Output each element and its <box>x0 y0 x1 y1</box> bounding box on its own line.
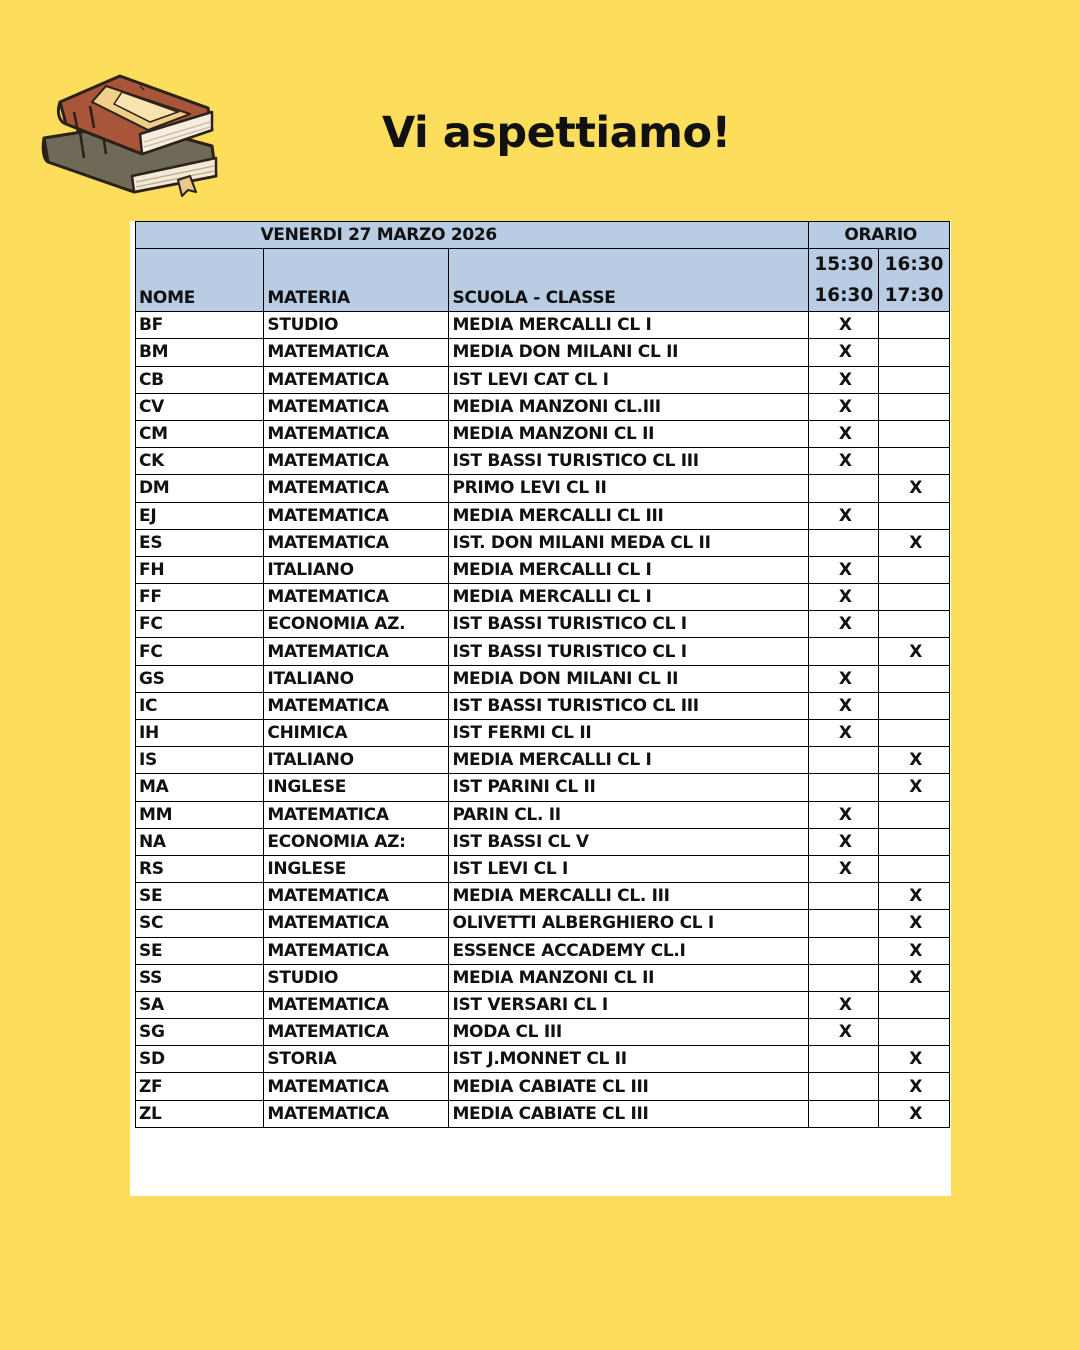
table-row <box>136 937 950 964</box>
cell-slot-2 <box>879 502 950 529</box>
table-row <box>136 883 950 910</box>
cell-scuola: IST LEVI CL I <box>449 855 809 882</box>
cell-materia: MATEMATICA <box>264 475 449 502</box>
cell-scuola: MEDIA MERCALLI CL I <box>449 556 809 583</box>
table-row <box>136 312 950 339</box>
cell-slot-2 <box>879 366 950 393</box>
cell-materia: MATEMATICA <box>264 584 449 611</box>
table-row <box>136 475 950 502</box>
cell-nome: FC <box>136 638 264 665</box>
table-row <box>136 964 950 991</box>
cell-nome: DM <box>136 475 264 502</box>
cell-scuola: IST BASSI CL V <box>449 828 809 855</box>
cell-scuola: PARIN CL. II <box>449 801 809 828</box>
cell-slot-2: X <box>879 964 950 991</box>
cell-nome: GS <box>136 665 264 692</box>
table-row <box>136 420 950 447</box>
table-row <box>136 393 950 420</box>
cell-nome: EJ <box>136 502 264 529</box>
cell-nome: MA <box>136 774 264 801</box>
cell-slot-1 <box>809 638 879 665</box>
header-scuola: SCUOLA - CLASSE <box>449 249 809 312</box>
cell-materia: ITALIANO <box>264 747 449 774</box>
cell-slot-2 <box>879 420 950 447</box>
cell-slot-1: X <box>809 665 879 692</box>
cell-slot-1: X <box>809 828 879 855</box>
cell-materia: MATEMATICA <box>264 1100 449 1127</box>
schedule-table <box>135 221 950 1128</box>
table-row <box>136 828 950 855</box>
cell-nome: CV <box>136 393 264 420</box>
cell-nome: ZL <box>136 1100 264 1127</box>
slot-2-end: 17:30 <box>884 285 944 307</box>
cell-slot-2 <box>879 448 950 475</box>
table-row <box>136 692 950 719</box>
cell-slot-2 <box>879 665 950 692</box>
cell-materia: INGLESE <box>264 774 449 801</box>
table-row <box>136 665 950 692</box>
cell-slot-2: X <box>879 747 950 774</box>
cell-slot-1 <box>809 937 879 964</box>
table-row <box>136 584 950 611</box>
cell-slot-1: X <box>809 692 879 719</box>
cell-nome: SC <box>136 910 264 937</box>
cell-materia: MATEMATICA <box>264 991 449 1018</box>
cell-slot-1: X <box>809 801 879 828</box>
table-row <box>136 747 950 774</box>
cell-scuola: MEDIA DON MILANI CL II <box>449 339 809 366</box>
cell-materia: STORIA <box>264 1046 449 1073</box>
cell-slot-2: X <box>879 774 950 801</box>
cell-materia: MATEMATICA <box>264 339 449 366</box>
cell-materia: ECONOMIA AZ. <box>264 611 449 638</box>
cell-materia: ITALIANO <box>264 665 449 692</box>
cell-nome: SG <box>136 1019 264 1046</box>
cell-slot-1: X <box>809 1019 879 1046</box>
cell-materia: MATEMATICA <box>264 883 449 910</box>
cell-materia: STUDIO <box>264 964 449 991</box>
cell-slot-1: X <box>809 991 879 1018</box>
date-header: VENERDI 27 MARZO 2026 <box>136 222 809 249</box>
cell-scuola: MODA CL III <box>449 1019 809 1046</box>
table-row <box>136 1100 950 1127</box>
cell-scuola: MEDIA CABIATE CL III <box>449 1073 809 1100</box>
cell-scuola: MEDIA MANZONI CL II <box>449 964 809 991</box>
cell-materia: INGLESE <box>264 855 449 882</box>
cell-nome: BM <box>136 339 264 366</box>
cell-scuola: IST BASSI TURISTICO CL III <box>449 692 809 719</box>
table-row <box>136 611 950 638</box>
slot-1-end: 16:30 <box>814 285 874 307</box>
cell-slot-2: X <box>879 1073 950 1100</box>
cell-scuola: MEDIA DON MILANI CL II <box>449 665 809 692</box>
cell-slot-2 <box>879 828 950 855</box>
cell-slot-2 <box>879 339 950 366</box>
schedule-sheet <box>130 221 951 1196</box>
cell-slot-2: X <box>879 475 950 502</box>
cell-slot-2: X <box>879 529 950 556</box>
cell-scuola: MEDIA MERCALLI CL I <box>449 747 809 774</box>
cell-scuola: MEDIA MERCALLI CL I <box>449 312 809 339</box>
table-row <box>136 1019 950 1046</box>
cell-scuola: IST J.MONNET CL II <box>449 1046 809 1073</box>
table-row <box>136 720 950 747</box>
cell-slot-2 <box>879 991 950 1018</box>
cell-scuola: IST FERMI CL II <box>449 720 809 747</box>
cell-scuola: IST. DON MILANI MEDA CL II <box>449 529 809 556</box>
cell-materia: MATEMATICA <box>264 448 449 475</box>
cell-slot-1 <box>809 747 879 774</box>
header-slot-1 <box>809 249 879 312</box>
cell-slot-1: X <box>809 584 879 611</box>
cell-slot-1: X <box>809 611 879 638</box>
cell-scuola: PRIMO LEVI CL II <box>449 475 809 502</box>
cell-nome: BF <box>136 312 264 339</box>
cell-nome: SE <box>136 883 264 910</box>
cell-slot-1 <box>809 1046 879 1073</box>
cell-materia: MATEMATICA <box>264 692 449 719</box>
cell-nome: IS <box>136 747 264 774</box>
books-icon <box>40 72 220 197</box>
cell-nome: ES <box>136 529 264 556</box>
cell-nome: IH <box>136 720 264 747</box>
page-title: Vi aspettiamo! <box>382 108 731 158</box>
cell-scuola: MEDIA MANZONI CL II <box>449 420 809 447</box>
slot-1-start: 15:30 <box>814 254 874 276</box>
table-row <box>136 502 950 529</box>
cell-materia: ECONOMIA AZ: <box>264 828 449 855</box>
cell-slot-1: X <box>809 393 879 420</box>
cell-slot-2: X <box>879 910 950 937</box>
cell-nome: FC <box>136 611 264 638</box>
cell-scuola: IST BASSI TURISTICO CL I <box>449 638 809 665</box>
cell-slot-2: X <box>879 638 950 665</box>
cell-scuola: MEDIA MERCALLI CL III <box>449 502 809 529</box>
cell-scuola: MEDIA MERCALLI CL I <box>449 584 809 611</box>
cell-slot-1: X <box>809 420 879 447</box>
cell-materia: ITALIANO <box>264 556 449 583</box>
cell-materia: MATEMATICA <box>264 937 449 964</box>
table-row <box>136 366 950 393</box>
cell-slot-2 <box>879 312 950 339</box>
cell-nome: CB <box>136 366 264 393</box>
table-row <box>136 991 950 1018</box>
cell-slot-2: X <box>879 1100 950 1127</box>
cell-slot-2: X <box>879 937 950 964</box>
table-row <box>136 556 950 583</box>
table-row <box>136 910 950 937</box>
cell-slot-1 <box>809 1100 879 1127</box>
cell-slot-1: X <box>809 855 879 882</box>
cell-materia: CHIMICA <box>264 720 449 747</box>
cell-slot-1: X <box>809 312 879 339</box>
table-row <box>136 774 950 801</box>
slot-2-start: 16:30 <box>884 254 944 276</box>
cell-scuola: MEDIA MANZONI CL.III <box>449 393 809 420</box>
cell-scuola: IST LEVI CAT CL I <box>449 366 809 393</box>
cell-slot-1 <box>809 774 879 801</box>
cell-scuola: IST BASSI TURISTICO CL I <box>449 611 809 638</box>
cell-nome: NA <box>136 828 264 855</box>
cell-slot-1 <box>809 1073 879 1100</box>
cell-slot-2: X <box>879 1046 950 1073</box>
header-materia: MATERIA <box>264 249 449 312</box>
cell-slot-1: X <box>809 366 879 393</box>
column-header-row <box>136 249 950 312</box>
cell-nome: RS <box>136 855 264 882</box>
table-row <box>136 638 950 665</box>
cell-scuola: ESSENCE ACCADEMY CL.I <box>449 937 809 964</box>
cell-slot-2: X <box>879 883 950 910</box>
cell-nome: SS <box>136 964 264 991</box>
cell-materia: MATEMATICA <box>264 529 449 556</box>
cell-slot-2 <box>879 556 950 583</box>
table-row <box>136 1073 950 1100</box>
table-row <box>136 529 950 556</box>
header-nome: NOME <box>136 249 264 312</box>
cell-materia: MATEMATICA <box>264 1019 449 1046</box>
cell-slot-2 <box>879 584 950 611</box>
cell-slot-2 <box>879 611 950 638</box>
cell-materia: MATEMATICA <box>264 366 449 393</box>
cell-slot-2 <box>879 801 950 828</box>
cell-nome: ZF <box>136 1073 264 1100</box>
cell-slot-1 <box>809 475 879 502</box>
cell-nome: CM <box>136 420 264 447</box>
cell-nome: IC <box>136 692 264 719</box>
table-row <box>136 1046 950 1073</box>
table-row <box>136 801 950 828</box>
header-slot-2 <box>879 249 950 312</box>
cell-scuola: OLIVETTI ALBERGHIERO CL I <box>449 910 809 937</box>
cell-slot-2 <box>879 855 950 882</box>
cell-materia: MATEMATICA <box>264 502 449 529</box>
cell-materia: MATEMATICA <box>264 801 449 828</box>
cell-slot-2 <box>879 692 950 719</box>
orario-header: ORARIO <box>809 222 950 249</box>
cell-scuola: IST BASSI TURISTICO CL III <box>449 448 809 475</box>
cell-slot-1: X <box>809 556 879 583</box>
cell-nome: FH <box>136 556 264 583</box>
cell-scuola: MEDIA CABIATE CL III <box>449 1100 809 1127</box>
cell-slot-1 <box>809 883 879 910</box>
cell-slot-1 <box>809 964 879 991</box>
cell-materia: MATEMATICA <box>264 1073 449 1100</box>
cell-slot-1: X <box>809 720 879 747</box>
cell-nome: SD <box>136 1046 264 1073</box>
cell-slot-1 <box>809 529 879 556</box>
table-row <box>136 448 950 475</box>
cell-materia: MATEMATICA <box>264 910 449 937</box>
cell-nome: FF <box>136 584 264 611</box>
cell-scuola: IST VERSARI CL I <box>449 991 809 1018</box>
table-row <box>136 339 950 366</box>
cell-materia: MATEMATICA <box>264 420 449 447</box>
cell-nome: MM <box>136 801 264 828</box>
cell-slot-1: X <box>809 339 879 366</box>
cell-scuola: IST PARINI CL II <box>449 774 809 801</box>
cell-scuola: MEDIA MERCALLI CL. III <box>449 883 809 910</box>
cell-slot-2 <box>879 1019 950 1046</box>
cell-slot-1: X <box>809 448 879 475</box>
cell-materia: STUDIO <box>264 312 449 339</box>
cell-nome: CK <box>136 448 264 475</box>
cell-slot-2 <box>879 720 950 747</box>
cell-materia: MATEMATICA <box>264 638 449 665</box>
table-title-row <box>136 222 950 249</box>
cell-slot-2 <box>879 393 950 420</box>
cell-slot-1 <box>809 910 879 937</box>
table-row <box>136 855 950 882</box>
cell-materia: MATEMATICA <box>264 393 449 420</box>
cell-nome: SE <box>136 937 264 964</box>
cell-nome: SA <box>136 991 264 1018</box>
cell-slot-1: X <box>809 502 879 529</box>
